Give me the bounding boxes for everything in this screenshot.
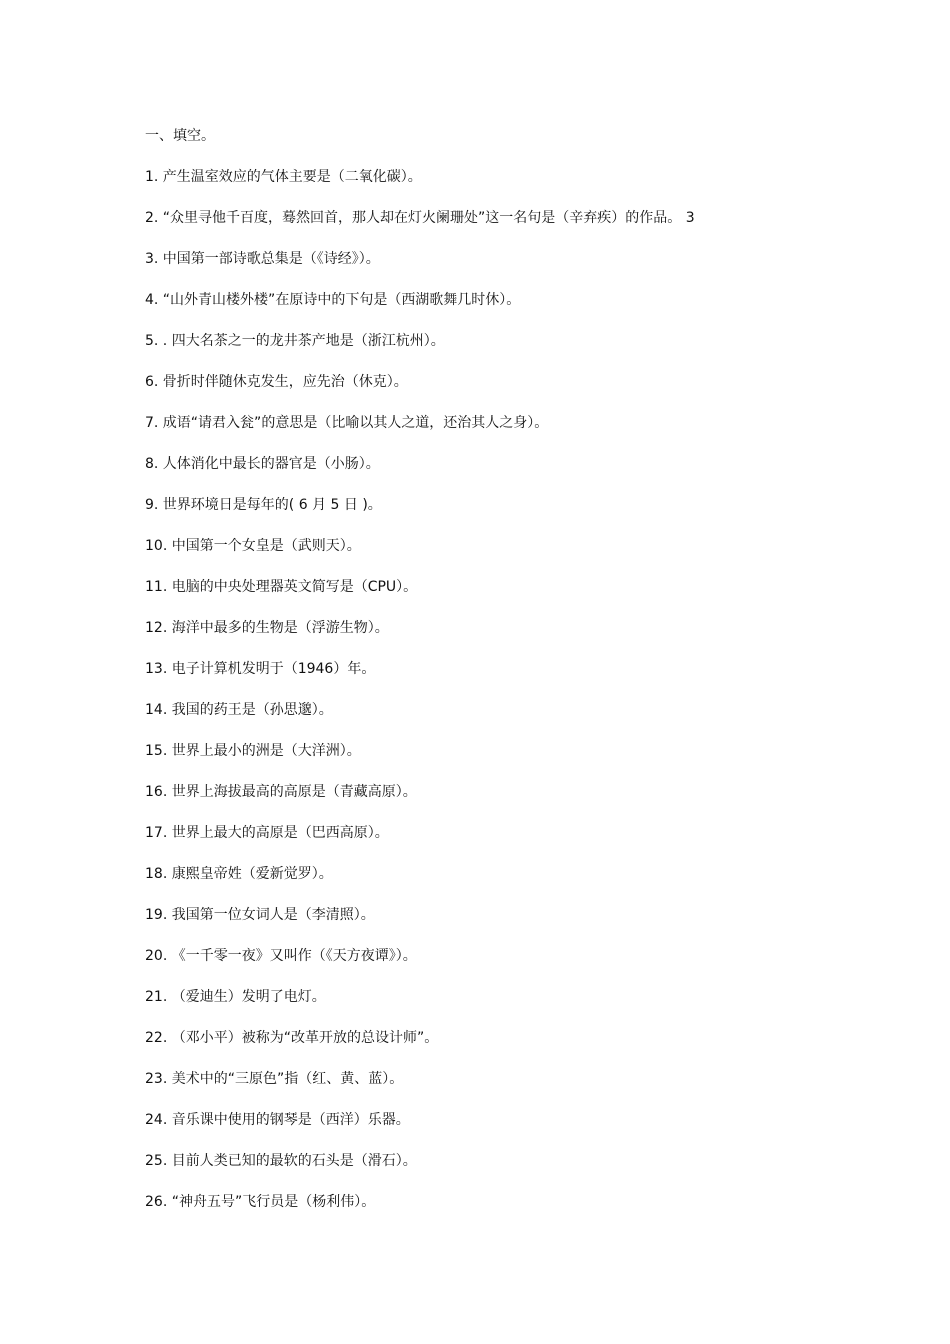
list-item: 25. 目前人类已知的最软的石头是（滑石）。 xyxy=(145,1153,417,1169)
list-item: 10. 中国第一个女皇是（武则天）。 xyxy=(145,538,361,554)
section-heading: 一、填空。 xyxy=(145,128,215,144)
list-item: 1. 产生温室效应的气体主要是（二氧化碳）。 xyxy=(145,169,422,185)
list-item: 4. “山外青山楼外楼”在原诗中的下句是（西湖歌舞几时休）。 xyxy=(145,292,521,308)
list-item: 24. 音乐课中使用的钢琴是（西洋）乐器。 xyxy=(145,1112,410,1128)
list-item: 2. “众里寻他千百度，蓦然回首，那人却在灯火阑珊处”这一名句是（辛弃疾）的作品。 3 xyxy=(145,210,695,226)
list-item: 15. 世界上最小的洲是（大洋洲）。 xyxy=(145,743,361,759)
list-item: 3. 中国第一部诗歌总集是（《诗经》）。 xyxy=(145,251,380,267)
list-item: 26. “神舟五号”飞行员是（杨利伟）。 xyxy=(145,1194,376,1210)
list-item: 6. 骨折时伴随休克发生，应先治（休克）。 xyxy=(145,374,408,390)
list-item: 17. 世界上最大的高原是（巴西高原）。 xyxy=(145,825,389,841)
list-item: 7. 成语“请君入瓮”的意思是（比喻以其人之道，还治其人之身）。 xyxy=(145,415,549,431)
list-item: 21. （爱迪生）发明了电灯。 xyxy=(145,989,326,1005)
list-item: 16. 世界上海拔最高的高原是（青藏高原）。 xyxy=(145,784,417,800)
list-item: 8. 人体消化中最长的器官是（小肠）。 xyxy=(145,456,380,472)
list-item: 19. 我国第一位女词人是（李清照）。 xyxy=(145,907,375,923)
list-item: 11. 电脑的中央处理器英文简写是（CPU）。 xyxy=(145,579,418,595)
list-item: 23. 美术中的“三原色”指（红、黄、蓝）。 xyxy=(145,1071,404,1087)
list-item: 20. 《一千零一夜》又叫作（《天方夜谭》）。 xyxy=(145,948,417,964)
list-item: 22. （邓小平）被称为“改革开放的总设计师”。 xyxy=(145,1030,439,1046)
document-content xyxy=(145,124,935,1231)
list-item: 14. 我国的药王是（孙思邈）。 xyxy=(145,702,333,718)
list-item: 13. 电子计算机发明于（1946）年。 xyxy=(145,661,376,677)
list-item: 18. 康熙皇帝姓（爱新觉罗）。 xyxy=(145,866,333,882)
list-item: 5. . 四大名茶之一的龙井茶产地是（浙江杭州）。 xyxy=(145,333,445,349)
list-item: 12. 海洋中最多的生物是（浮游生物）。 xyxy=(145,620,389,636)
list-item: 9. 世界环境日是每年的( 6 月 5 日 )。 xyxy=(145,497,382,513)
